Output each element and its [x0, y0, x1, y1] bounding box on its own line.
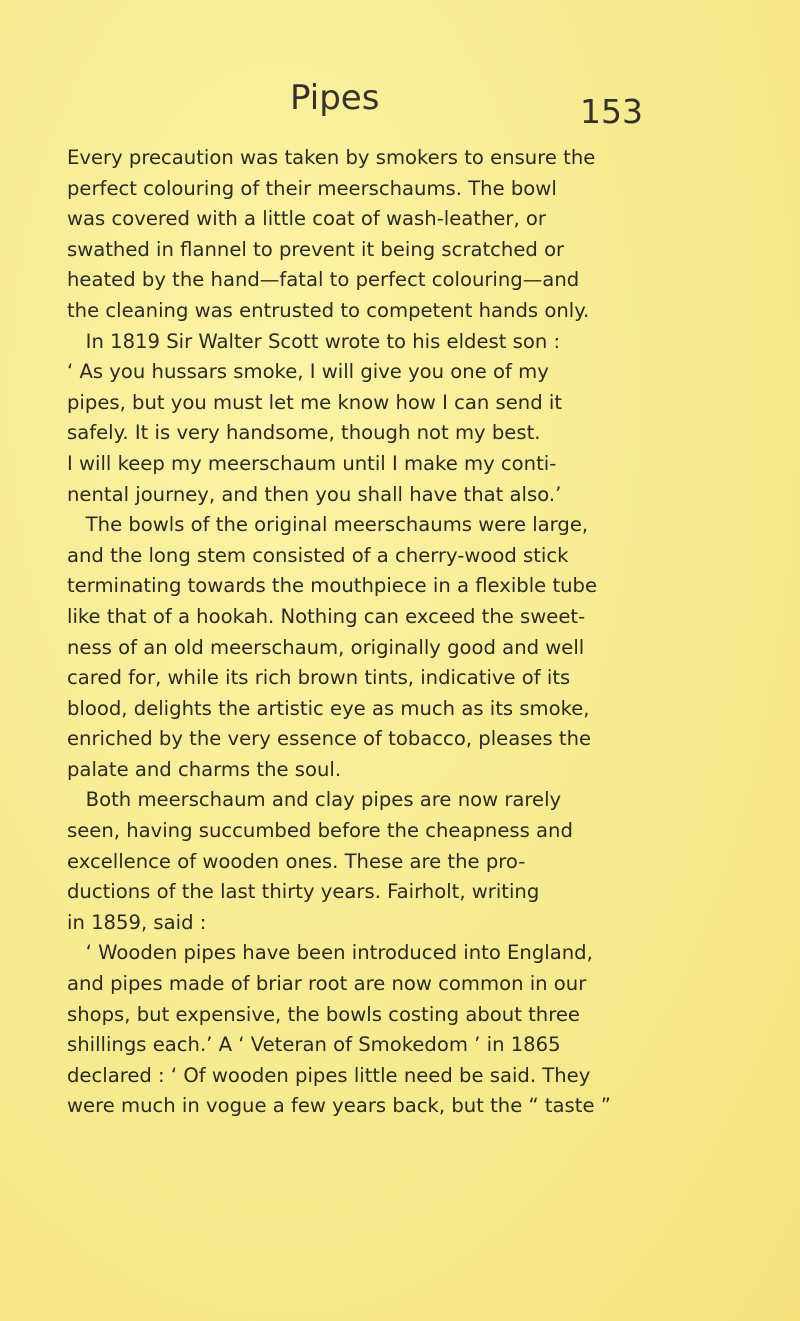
running-head — [0, 78, 800, 131]
text-line: was covered with a little coat of wash-leather, or — [67, 207, 546, 231]
text-line: The bowls of the original meerschaums were large, — [67, 513, 589, 537]
text-line: declared : ‘ Of wooden pipes little need be said. They — [67, 1063, 591, 1087]
text-line: safely. It is very handsome, though not my best. — [67, 421, 541, 445]
text-line: seen, having succumbed before the cheapness and — [67, 819, 573, 843]
text-line: ductions of the last thirty years. Fairholt, writing — [67, 880, 540, 904]
text-line: perfect colouring of their meerschaums. The bowl — [67, 176, 557, 200]
text-line: shops, but expensive, the bowls costing about three — [67, 1002, 580, 1026]
page-title: Pipes — [290, 78, 380, 118]
text-line: like that of a hookah. Nothing can exceed the sweet- — [67, 604, 586, 628]
text-line: Every precaution was taken by smokers to ensure the — [67, 146, 596, 169]
text-line: excellence of wooden ones. These are the pro- — [67, 849, 526, 873]
text-line: and the long stem consisted of a cherry-wood stick — [67, 543, 569, 567]
text-line: terminating towards the mouthpiece in a flexible tube — [67, 574, 598, 598]
text-line: ‘ Wooden pipes have been introduced into England, — [67, 941, 593, 965]
text-line: Both meerschaum and clay pipes are now rarely — [67, 788, 562, 812]
text-line: I will keep my meerschaum until I make my conti- — [67, 451, 557, 475]
text-line: were much in vogue a few years back, but the “ taste ” — [67, 1094, 611, 1118]
text-line: the cleaning was entrusted to competent hands only. — [67, 298, 590, 322]
text-line: and pipes made of briar root are now common in our — [67, 972, 587, 996]
body-text — [67, 143, 747, 1122]
text-line: In 1819 Sir Walter Scott wrote to his eldest son : — [67, 329, 561, 353]
text-line: shillings each.’ A ‘ Veteran of Smokedom ’ in 1865 — [67, 1033, 561, 1057]
text-line: nental journey, and then you shall have that also.’ — [67, 482, 562, 506]
text-line: palate and charms the soul. — [67, 757, 342, 781]
page-number: 153 — [580, 92, 643, 131]
text-line: pipes, but you must let me know how I can send it — [67, 390, 563, 414]
text-line: ness of an old meerschaum, originally good and well — [67, 635, 585, 659]
text-line: swathed in flannel to prevent it being scratched or — [67, 237, 565, 261]
text-line: in 1859, said : — [67, 910, 207, 934]
text-line: heated by the hand—fatal to perfect colouring—and — [67, 268, 580, 292]
text-line: ‘ As you hussars smoke, I will give you one of my — [67, 360, 549, 384]
text-line: blood, delights the artistic eye as much as its smoke, — [67, 696, 590, 720]
text-line: cared for, while its rich brown tints, indicative of its — [67, 666, 571, 690]
text-line: enriched by the very essence of tobacco, pleases the — [67, 727, 592, 751]
